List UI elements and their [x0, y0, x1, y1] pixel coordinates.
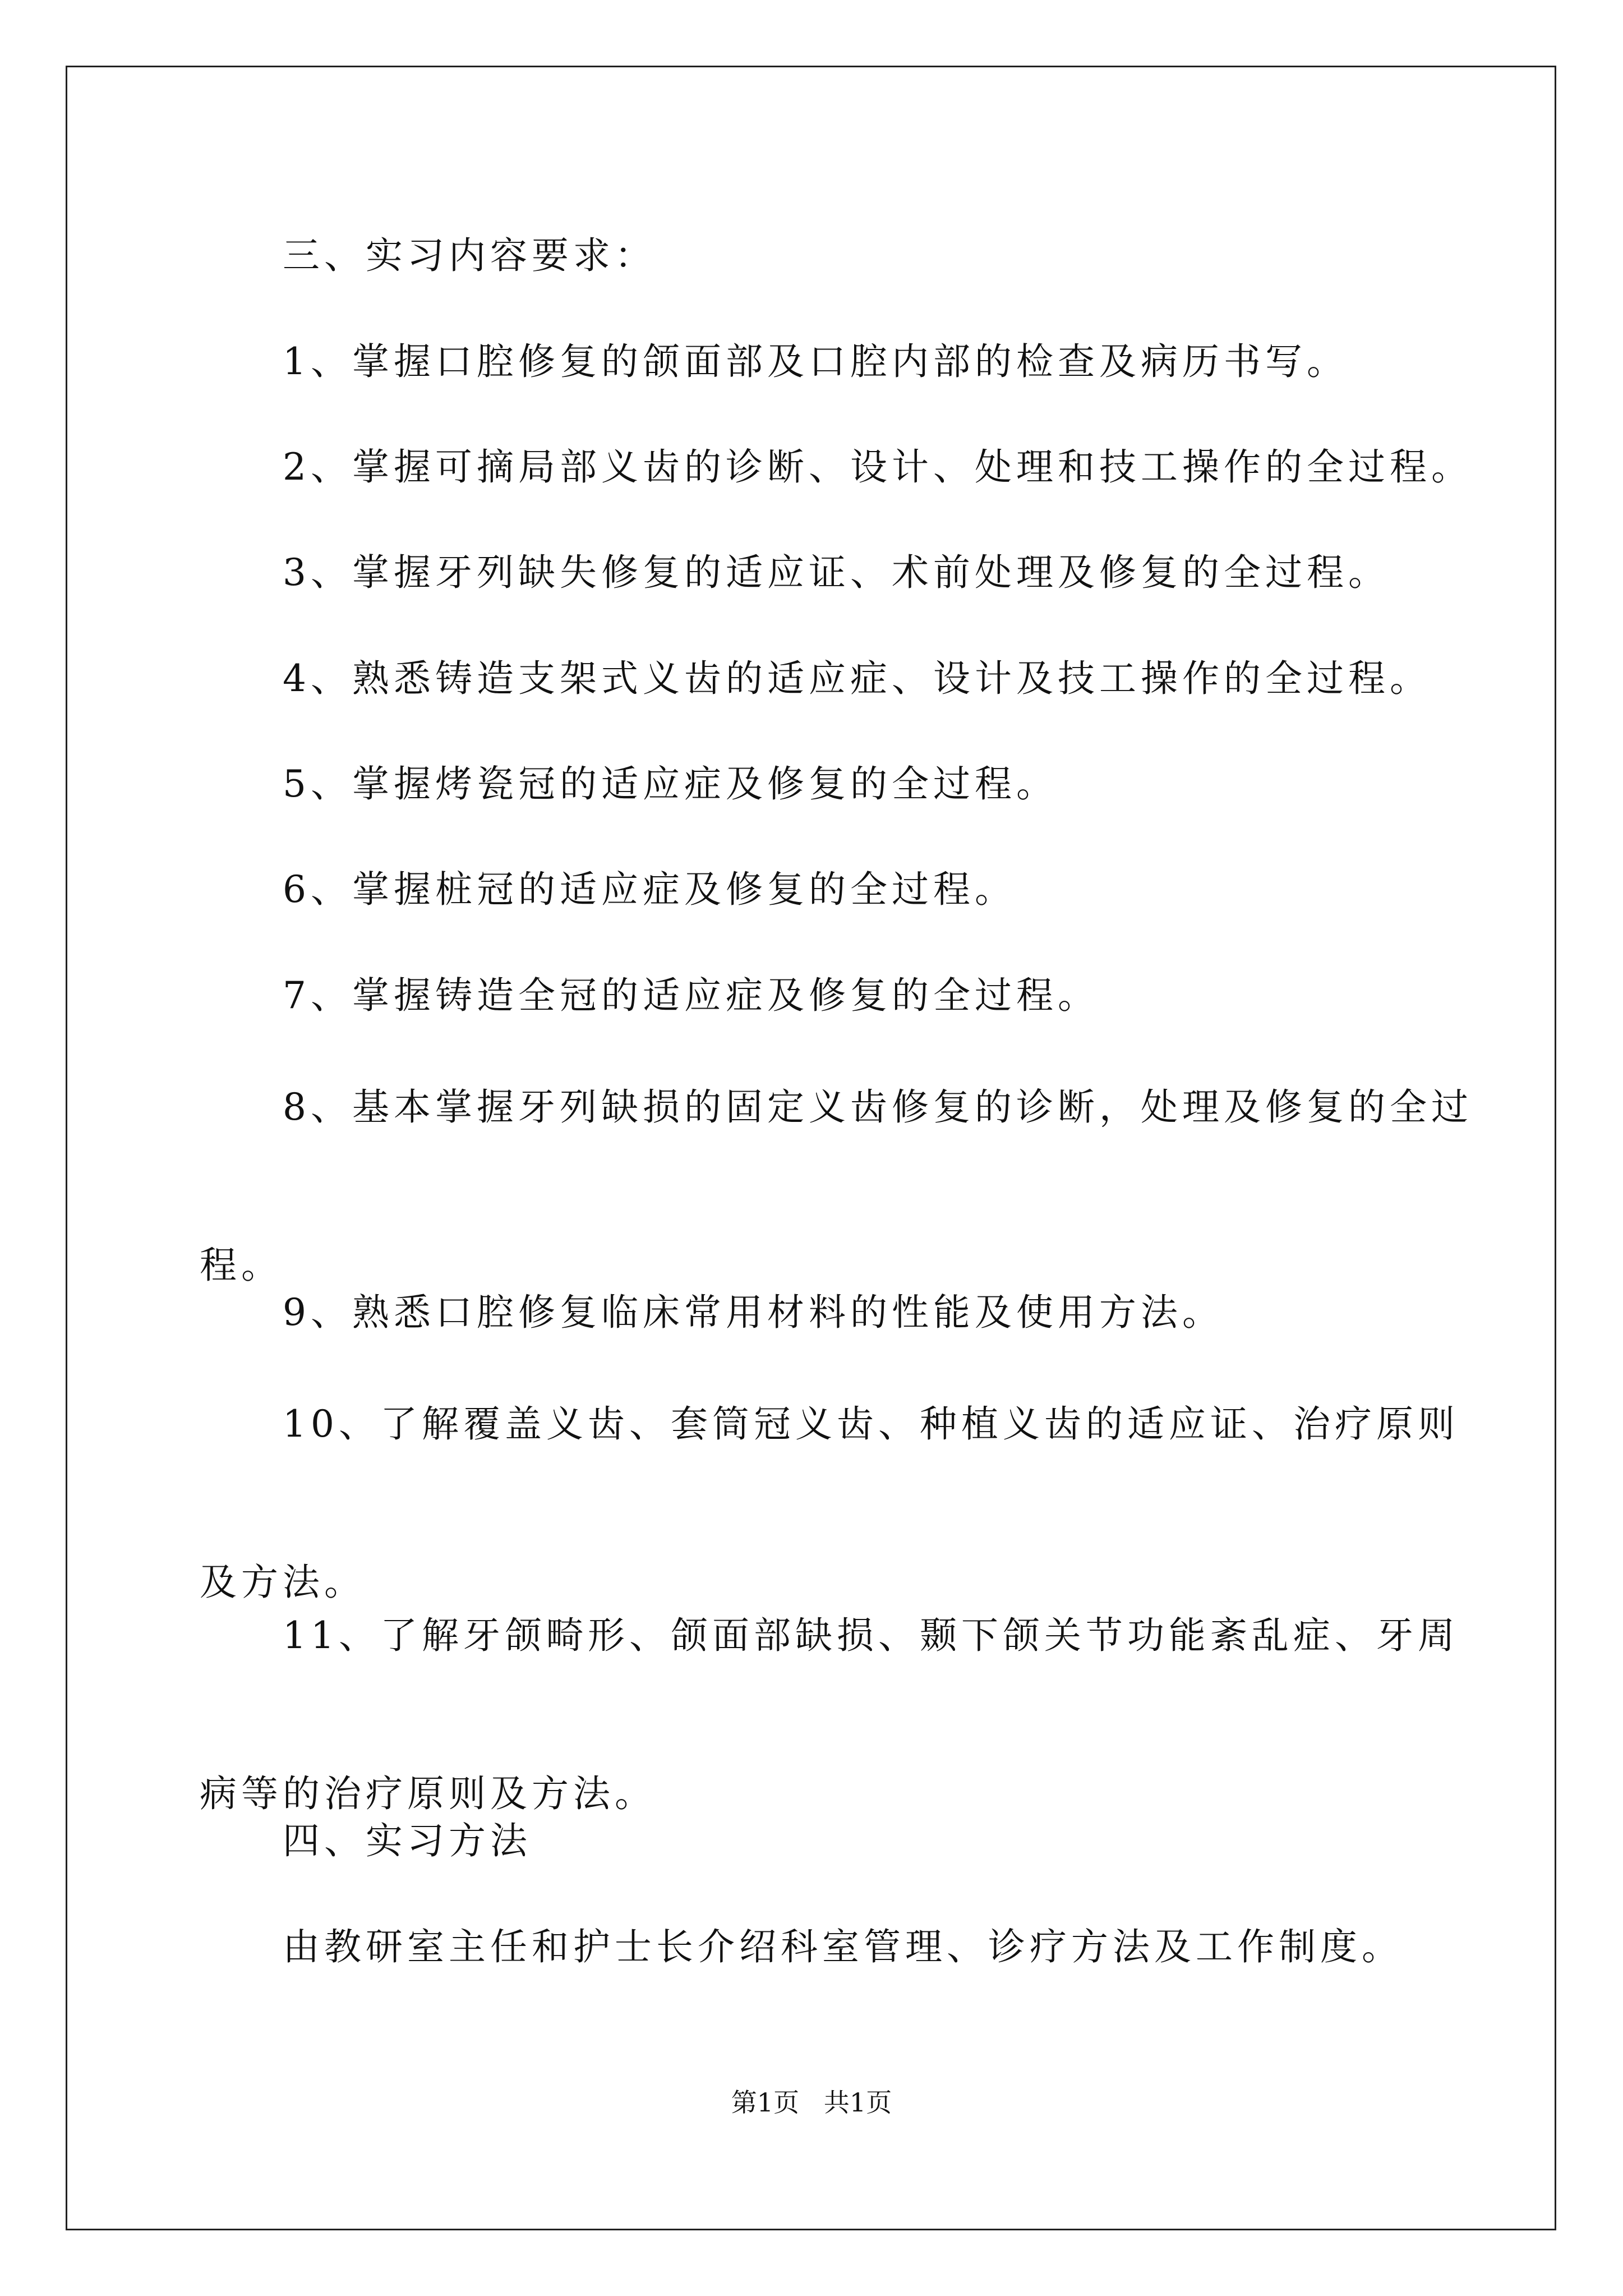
method-paragraph: 由教研室主任和护士长介绍科室管理、诊疗方法及工作制度。 [283, 1925, 1403, 1968]
page-footer: 第1页 共1页 [731, 2087, 892, 2118]
requirement-item-11: 11、了解牙颌畸形、颌面部缺损、颞下颌关节功能紊乱症、牙周病等的治疗原则及方法。 [200, 1614, 1459, 1815]
section-heading-3: 三、实习内容要求： [283, 234, 656, 277]
requirement-item-5: 5、掌握烤瓷冠的适应症及修复的全过程。 [283, 762, 1058, 806]
requirement-item-6: 6、掌握桩冠的适应症及修复的全过程。 [283, 868, 1016, 911]
requirement-item-3: 3、掌握牙列缺失修复的适应证、术前处理及修复的全过程。 [283, 551, 1390, 594]
requirement-item-1: 1、掌握口腔修复的颌面部及口腔内部的检查及病历书写。 [283, 340, 1348, 383]
section-heading-4: 四、实习方法 [283, 1819, 532, 1862]
requirement-item-7: 7、掌握铸造全冠的适应症及修复的全过程。 [283, 974, 1099, 1017]
requirement-item-8: 8、基本掌握牙列缺损的固定义齿修复的诊断，处理及修复的全过程。 [200, 1085, 1473, 1287]
requirement-item-10: 10、了解覆盖义齿、套筒冠义齿、种植义齿的适应证、治疗原则及方法。 [200, 1402, 1459, 1604]
requirement-item-2: 2、掌握可摘局部义齿的诊断、设计、处理和技工操作的全过程。 [283, 445, 1473, 489]
requirement-item-4: 4、熟悉铸造支架式义齿的适应症、设计及技工操作的全过程。 [283, 657, 1431, 700]
requirement-item-9: 9、熟悉口腔修复临床常用材料的性能及使用方法。 [283, 1291, 1224, 1334]
